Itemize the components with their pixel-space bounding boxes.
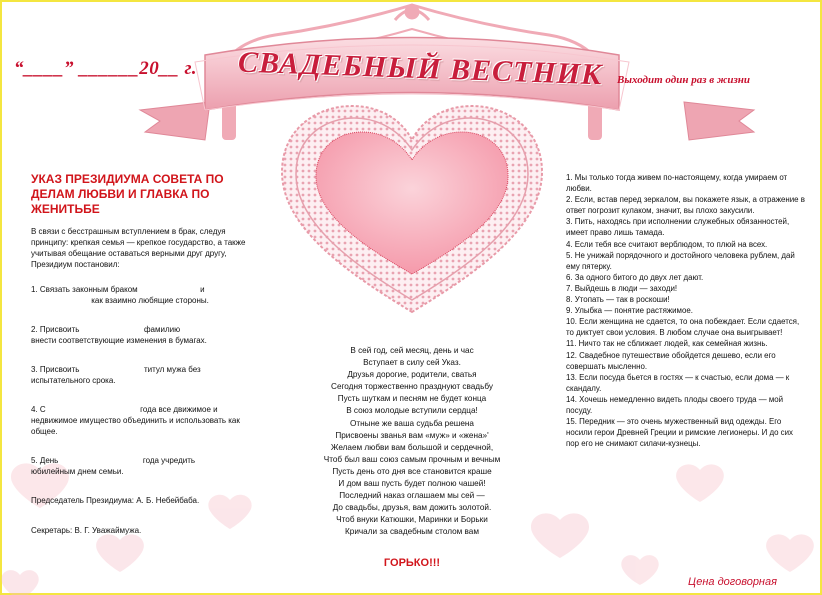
rule-item: 8. Утопать — так в роскоши! (566, 295, 670, 305)
rule-item: 14. Хочешь немедленно видеть плоды своего труда — мой посуду. (566, 394, 784, 415)
rule-item: 2. Если, встав перед зеркалом, вы покажете язык, а отражение в ответ погрозит кулаком, значит, вы плохо закусили. (566, 195, 805, 216)
decree-item-4: 4. С года все движимое и недвижимое имущество объединить и использовать как общее. (31, 405, 240, 436)
bg-heart-icon (621, 555, 658, 585)
rule-item: 10. Если женщина не сдается, то она побеждает. Если сдается, то диктует свои условия. В любом случае она выигрывает! (566, 317, 800, 338)
decree-title: УКАЗ ПРЕЗИДИУМА СОВЕТА ПО ДЕЛАМ ЛЮБВИ И ГЛАВКА ПО ЖЕНИТЬБЕ (31, 172, 224, 216)
poem-line: И дом ваш пусть будет полною чашей! (338, 479, 486, 489)
gorko-exclamation: ГОРЬКО!!! (383, 557, 441, 569)
poem-line: Отныне же ваша судьба решена (350, 418, 474, 428)
rules-list (566, 172, 808, 449)
rule-item: 9. Улыбка — понятие растяжимое. (566, 306, 693, 316)
decree-body (31, 226, 263, 555)
decree-intro: В связи с бесстрашным вступлением в брак, следуя принципу: крепкая семья — крепкое государство, а также учитывая обещание оставаться верными друг другу, Президиум постановил: (31, 227, 246, 269)
rule-item: 7. Выйдешь в люди — заходи! (566, 283, 678, 293)
wedding-poem (292, 345, 532, 539)
poem-line: Последний наказ оглашаем мы сей — (339, 491, 485, 501)
chairman-signature: Председатель Президиума: А. Б. Небейбаба. (31, 496, 200, 505)
poem-line: Пусть шуткам и песням не будет конца (337, 394, 487, 404)
lace-heart-icon (282, 106, 542, 312)
price-label: Цена договорная (688, 576, 777, 588)
tagline: Выходит один раз в жизни (617, 74, 751, 86)
poem-line: Друзья дорогие, родители, сватья (347, 370, 477, 380)
poem-line: Сегодня торжественно празднуют свадьбу (331, 382, 493, 392)
secretary-signature: Секретарь: В. Г. Уважаймужа. (31, 526, 142, 535)
poem-line: Вступает в силу сей Указ. (363, 358, 461, 368)
rule-item: 13. Если посуда бьется в гостях — к счастью, если дома — к скандалу. (566, 372, 790, 393)
decree-item-1: 1. Связать законным браком и как взаимно любящие стороны. (31, 285, 209, 305)
title-frame-feet (222, 100, 602, 140)
poem-line: В союз молодые вступили сердца! (346, 406, 478, 416)
decree-item-2: 2. Присвоить фамилию внести соответствующие изменения в бумагах. (31, 325, 207, 345)
poem-line: Кричали за свадебным столом вам (345, 527, 479, 537)
masthead-title: СВАДЕБНЫЙ ВЕСТНИК (237, 45, 603, 92)
rule-item: 5. Не унижай порядочного и достойного человека рублем, дай ему пятерку. (566, 250, 795, 271)
bg-heart-icon (531, 513, 589, 558)
bg-heart-icon (766, 534, 814, 572)
bg-heart-icon (676, 464, 724, 502)
rule-item: 1. Мы только тогда живем по-настоящему, когда умираем от любви. (566, 173, 788, 194)
rule-item: 3. Пить, находясь при исполнении служебных обязанностей, имеет право лишь тамада. (566, 217, 790, 238)
decree-item-3: 3. Присвоить титул мужа без испытательного срока. (31, 365, 201, 385)
poem-line: Пусть день ото дня все становится краше (332, 466, 492, 476)
poem-line: Чтоб был ваш союз самым прочным и вечным (323, 454, 501, 464)
bg-heart-icon (1, 570, 38, 595)
poem-line: До свадьбы, друзья, вам дожить золотой. (332, 503, 492, 513)
rule-item: 6. За одного битого до двух лет дают. (566, 272, 704, 282)
rule-item: 11. Ничто так не сближает людей, как семейная жизнь. (566, 339, 768, 349)
poem-line: В сей год, сей месяц, день и час (350, 346, 474, 355)
decree-item-5: 5. День года учредить юбилейным днем семьи. (31, 456, 196, 476)
rule-item: 15. Передник — это очень мужественный вид одежды. Его носили герои Древней Греции и римские легионеры. И до сих пор его не снимают силачи-кузнецы. (566, 417, 793, 449)
date-line: “____” ______20__ г. (14, 58, 198, 79)
poem-line: Чтоб внуки Катюшки, Маринки и Борьки (336, 515, 488, 525)
rule-item: 12. Свадебное путешествие обойдется дешево, если его совершать мысленно. (566, 350, 776, 371)
poem-line: Присвоены званья вам «муж» и «жена»' (335, 430, 489, 440)
rule-item: 4. Если тебя все считают верблюдом, то плюй на всех. (566, 239, 768, 249)
poem-line: Желаем любви вам большой и сердечной, (330, 442, 494, 452)
